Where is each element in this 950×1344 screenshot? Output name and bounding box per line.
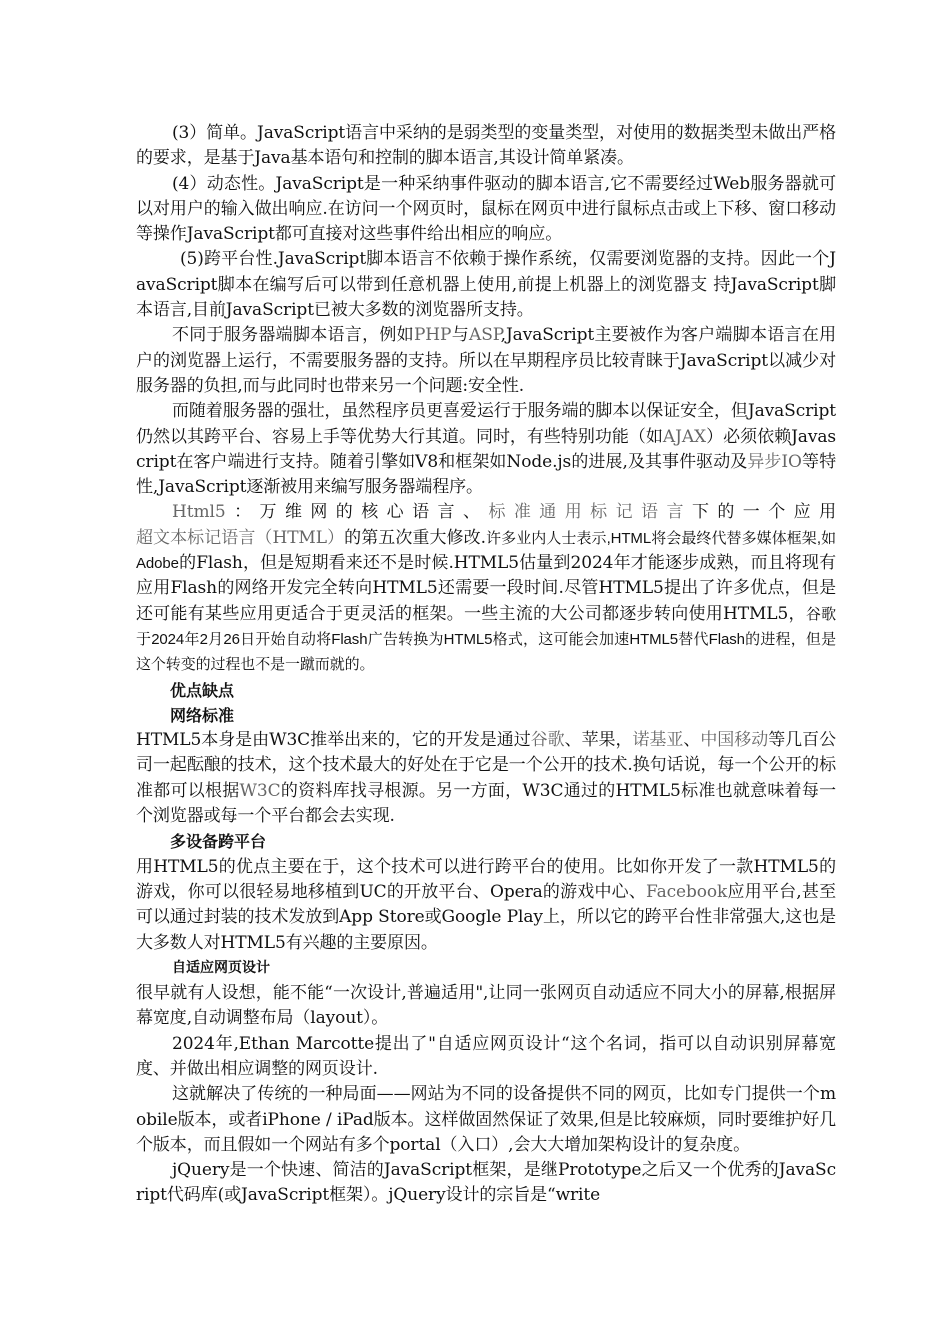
paragraph-network-standard <box>136 728 836 829</box>
text-run: 不同于服务器端脚本语言，例如 <box>172 325 414 346</box>
text-run: 而随着服务器的强壮，虽然程序员更喜爱运行于服务端的脚本以保证安全，但JavaScript仍然以其跨平台、容易上手等优势大行其道。同时，有些特别功能（如 <box>136 401 836 447</box>
paragraph-jquery: jQuery是一个快速、简洁的JavaScript框架，是继Prototype之后又一个优秀的JavaScript代码库(或JavaScript框架）。jQuery设计的宗旨是“write <box>136 1160 836 1206</box>
text-run: ：万维网的核心语言、 <box>225 502 489 523</box>
section-heading-pros-cons: 优点缺点 <box>170 680 235 700</box>
link-google[interactable]: 谷歌 <box>530 730 565 751</box>
link-asp[interactable]: ASP <box>469 325 501 346</box>
text-run: 的第五次重大修改. <box>344 527 486 548</box>
paragraph-traditional-approach: 这就解决了传统的一种局面——网站为不同的设备提供不同的网页，比如专门提供一个mobile版本，或者iPhone / iPad版本。这样做固然保证了效果,但是比较麻烦，同时要维护好几个版本，而且假如一个网站有多个portal（入口）,会大大增加架构设计的复杂度。 <box>136 1084 836 1155</box>
paragraph-simplicity: (3）简单。JavaScript语言中采纳的是弱类型的变量类型，对使用的数据类型未做出严格的要求，是基于Java基本语句和控制的脚本语言,其设计简单紧凑。 <box>136 123 836 169</box>
text-run: 等特性,JavaScript逐渐被用来编写服务器端程序。 <box>136 451 836 498</box>
paragraph-html5-intro <box>136 500 836 677</box>
section-heading-network-standard: 网络标准 <box>170 705 235 725</box>
section-heading-responsive: 自适应网页设计 <box>172 959 270 976</box>
text-run: 与 <box>451 325 470 346</box>
paragraph-server-side <box>136 323 836 399</box>
link-sgml[interactable]: 标准通用标记语言 <box>488 502 692 523</box>
text-run: 用HTML5的优点主要在于，这个技术可以进行跨平台的使用。比如你开发了一款HTML5的游戏，你可以很轻易地移植到UC的开放平台、Opera的游戏中心、 <box>136 856 836 902</box>
link-async-io[interactable]: 异步IO <box>747 451 802 472</box>
text-run: 下的一个应用 <box>691 502 837 523</box>
section-heading-multi-device: 多设备跨平台 <box>170 832 267 852</box>
text-run: 、苹果， <box>564 730 633 751</box>
text-run: 应用平台,甚至可以通过封装的技术发放到App Store或Google Play上，所以它的跨平台性非常强大,这也是大多数人对HTML5有兴趣的主要原因。 <box>136 881 836 953</box>
text-run: 的Flash，但是短期看来还不是时候.HTML5估量到2024年才能逐步成熟，而且将现有应用Flash的网络开发完全转向HTML5还需要一段时间.尽管HTML5提出了许多优点，但是还可能有某些应用更适合于更灵活的框架。一些主流的大公司都逐步转向使用HTML5， <box>136 553 836 624</box>
link-w3c[interactable]: W3C <box>239 780 281 801</box>
link-html5[interactable]: Html5 <box>172 502 226 523</box>
link-hypertext-markup[interactable]: 超文本标记语言（HTML） <box>136 527 345 548</box>
link-php[interactable]: PHP <box>413 325 452 346</box>
link-ajax[interactable]: AJAX <box>662 426 706 447</box>
paragraph-ethan-marcotte: 2024年,Ethan Marcotte提出了"自适应网页设计“这个名词，指可以自动识别屏幕宽度、并做出相应调整的网页设计. <box>136 1033 836 1079</box>
text-run: 、 <box>683 730 701 751</box>
paragraph-server-growth <box>136 399 836 500</box>
text-run: 等几百公司一起酝酿的技术，这个技术最大的好处在于它是一个公开的技术.换句话说，每一个公开的标准都可以根据 <box>136 730 836 801</box>
paragraph-multi-device <box>136 855 836 956</box>
text-run: HTML5本身是由W3C推举出来的，它的开发是通过 <box>136 730 531 751</box>
paragraph-dynamic: (4）动态性。JavaScript是一种采纳事件驱动的脚本语言,它不需要经过Web服务器就可以对用户的输入做出响应.在访问一个网页时，鼠标在网页中进行鼠标点击或上下移、窗口移动等操作JavaScript都可直接对这些事件给出相应的响应。 <box>136 173 836 245</box>
text-run: ）必须依赖Javascript在客户端进行支持。随着引擎如V8和框架如Node.js的进展,及其事件驱动及 <box>136 426 836 472</box>
text-run-sans: 谷歌于2024年2月26日开始自动将Flash广告转换为HTML5格式，这可能会加速HTML5替代Flash的进程，但是这个转变的过程也不是一蹴而就的。 <box>136 605 836 674</box>
text-run: 的资料库找寻根源。另一方面，W3C通过的HTML5标准也就意味着每一个浏览器或每一个平台都会去实现. <box>136 780 836 827</box>
paragraph-responsive-idea: 很早就有人设想，能不能“一次设计,普遍适用",让同一张网页自动适应不同大小的屏幕,根据屏幕宽度,自动调整布局（layout）。 <box>136 983 836 1029</box>
link-facebook[interactable]: Facebook <box>646 881 728 902</box>
paragraph-cross-platform: (5)跨平台性.JavaScript脚本语言不依赖于操作系统，仅需要浏览器的支持。因此一个JavaScript脚本在编写后可以带到任意机器上使用,前提上机器上的浏览器支 持JavaScript脚本语言,目前JavaScript已被大多数的浏览器所支持。 <box>136 249 836 321</box>
text-run-sans: 许多业内人士表示,HTML将会最终代替多媒体框架,如Adobe <box>136 529 836 573</box>
link-nokia[interactable]: 诺基亚 <box>632 730 684 751</box>
text-run: ,JavaScript主要被作为客户端脚本语言在用户的浏览器上运行，不需要服务器的支持。所以在早期程序员比较青睐于JavaScript以减少对服务器的负担,而与此同时也带来另一个问题:安全性. <box>136 325 837 396</box>
link-china-mobile[interactable]: 中国移动 <box>700 730 769 751</box>
document-body <box>136 121 836 1209</box>
